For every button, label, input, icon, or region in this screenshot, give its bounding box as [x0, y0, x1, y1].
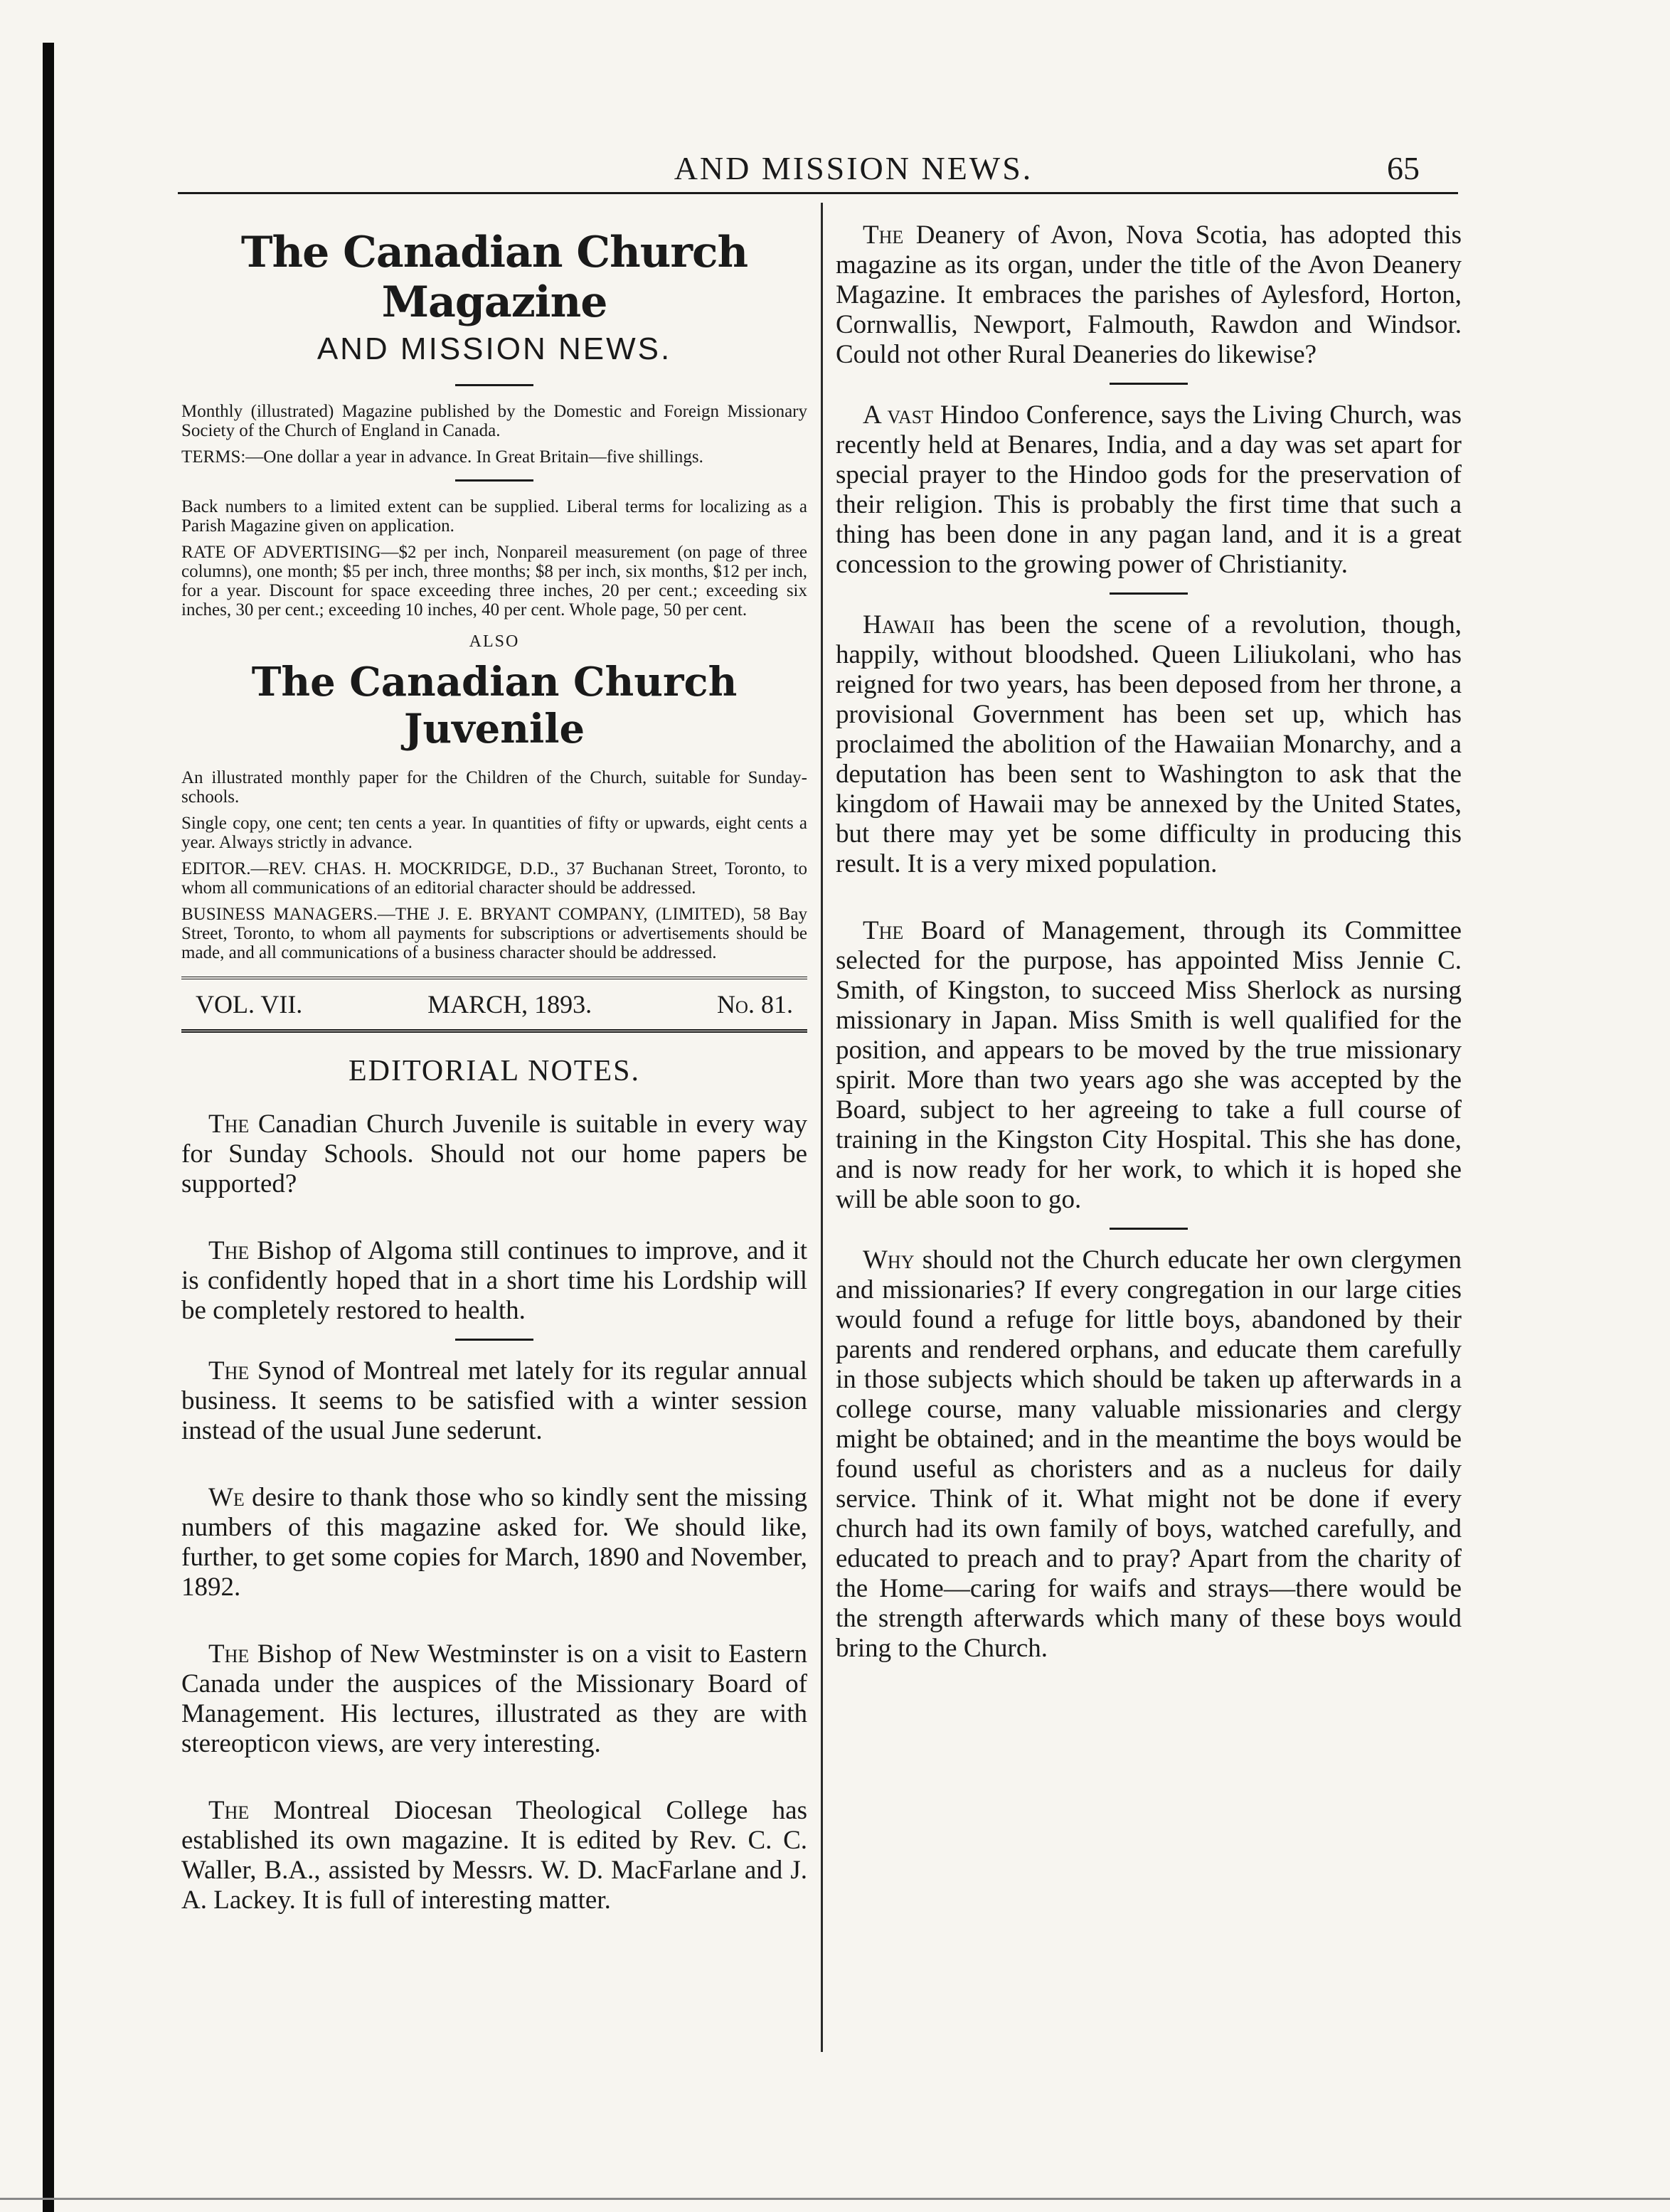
- advertising-rates: RATE OF ADVERTISING—$2 per inch, Nonpareil measurement (on page of three columns), one month; $5 per inch, three months; $8 per inch, six months, $12 per inch, for a year. Discount for space exceeding three inches, 20 per cent.; exceeding six inches, 30 per cent.; exceeding 10 inches, 40 per cent. Whole page, 50 per cent.: [181, 543, 807, 620]
- editorial-note: The Canadian Church Juvenile is suitable in every way for Sunday Schools. Should not our home papers be supported?: [181, 1110, 807, 1198]
- also-label: ALSO: [469, 632, 520, 651]
- editorial-note: The Bishop of New Westminster is on a visit to Eastern Canada under the auspices of the Missionary Board of Management. His lectures, illustrated as they are with stereopticon views, are very interesting.: [181, 1639, 807, 1758]
- masthead-terms: TERMS:—One dollar a year in advance. In Great Britain—five shillings.: [181, 447, 703, 467]
- issue-line: [181, 977, 807, 1033]
- editorial-note: Hawaii has been the scene of a revolution, though, happily, without bloodshed. Queen Liliukolani, who has reigned for two years, has been deposed from her throne, a provisional Government has been set up, which has proclaimed the abolition of the Hawaiian Monarchy, and a deputation has been sent to Washington to ask that the kingdom of Hawaii may be annexed by the United States, but there may yet be some difficulty in producing this result. It is a very mixed population.: [836, 610, 1462, 878]
- divider-rule: [455, 479, 533, 482]
- issue-number: No. 81.: [716, 990, 793, 1019]
- juvenile-prices: Single copy, one cent; ten cents a year. In quantities of fifty or upwards, eight cents a year. Always strictly in advance.: [181, 814, 807, 852]
- page-bottom-edge: [0, 2198, 1670, 2200]
- masthead-subtitle: AND MISSION NEWS.: [317, 331, 672, 366]
- back-numbers-note: Back numbers to a limited extent can be supplied. Liberal terms for localizing as a Parish Magazine given on application.: [181, 497, 807, 536]
- editorial-note: The Bishop of Algoma still continues to improve, and it is confidently hoped that in a short time his Lordship will be completely restored to health.: [181, 1236, 807, 1325]
- editorial-heading: EDITORIAL NOTES.: [349, 1055, 640, 1088]
- editorial-note: Why should not the Church educate her own clergymen and missionaries? If every congregation in our large cities would found a refuge for little boys, abandoned by their parents and rendered orphans, and educate them carefully in those subjects which should be taken up afterwards in a college course, many valuable missionaries and clergy might be obtained; and in the meantime the boys would be found useful as choristers and as a nucleus for daily service. Think of it. What might not be done if every church had its own family of boys, watched carefully, and educated to preach and to pray? Apart from the charity of the Home—caring for waifs and strays—there would be the strength afterwards which many of these boys would bring to the Church.: [836, 1245, 1462, 1663]
- left-column: [181, 220, 807, 1923]
- editorial-note: The Deanery of Avon, Nova Scotia, has adopted this magazine as its organ, under the title of the Avon Deanery Magazine. It embraces the parishes of Aylesford, Horton, Cornwallis, Newport, Falmouth, Rawdon and Windsor. Could not other Rural Deaneries do likewise?: [836, 220, 1462, 369]
- divider-rule: [1110, 592, 1188, 595]
- page-number: 65: [1387, 150, 1420, 186]
- editorial-note: The Montreal Diocesan Theological College has established its own magazine. It is edited by Rev. C. C. Waller, B.A., assisted by Messrs. W. D. MacFarlane and J. A. Lackey. It is full of interesting matter.: [181, 1796, 807, 1915]
- editorial-note: The Synod of Montreal met lately for its regular annual business. It seems to be satisfied with a winter session instead of the usual June sederunt.: [181, 1356, 807, 1445]
- editorial-note: We desire to thank those who so kindly sent the missing numbers of this magazine asked for. We should like, further, to get some copies for March, 1890 and November, 1892.: [181, 1483, 807, 1602]
- masthead-title: The Canadian Church Magazine: [240, 228, 748, 327]
- divider-rule: [1110, 383, 1188, 385]
- divider-rule: [455, 1339, 533, 1341]
- editorial-note: The Board of Management, through its Committee selected for the purpose, has appointed Miss Jennie C. Smith, of Kingston, to succeed Miss Sherlock as nursing missionary in Japan. Miss Smith is well qualified for the position, and appears to be moved by the true missionary spirit. More than two years ago she was accepted by the Board, subject to her agreeing to take a full course of training in the Kingston City Hospital. This she has done, and is now ready for her work, to which it is hoped she will be able soon to go.: [836, 916, 1462, 1214]
- masthead-description: Monthly (illustrated) Magazine published by the Domestic and Foreign Missionary Society of the Church of England in Canada.: [181, 402, 807, 440]
- running-head: AND MISSION NEWS.: [674, 150, 1033, 186]
- divider-rule: [455, 384, 533, 386]
- right-column: [836, 220, 1462, 1671]
- juvenile-title: The Canadian Church Juvenile: [251, 659, 738, 753]
- business-managers-note: BUSINESS MANAGERS.—THE J. E. BRYANT COMPANY, (LIMITED), 58 Bay Street, Toronto, to whom all payments for subscriptions or advertisements should be made, and all communications of a business character should be addressed.: [181, 905, 807, 962]
- editorial-note: A vast Hindoo Conference, says the Living Church, was recently held at Benares, India, and a day was set apart for special prayer to the Hindoo gods for the preservation of their religion. This is probably the first time that such a thing has been done in any pagan land, and it is a great concession to the growing power of Christianity.: [836, 400, 1462, 579]
- header-rule: [178, 192, 1458, 194]
- issue-volume: VOL. VII.: [196, 990, 303, 1019]
- column-divider: [821, 203, 823, 2052]
- juvenile-description: An illustrated monthly paper for the Children of the Church, suitable for Sunday-schools.: [181, 768, 807, 807]
- binding-edge: [43, 43, 54, 2212]
- divider-rule: [1110, 1228, 1188, 1230]
- issue-date: MARCH, 1893.: [427, 990, 592, 1019]
- editor-note: EDITOR.—REV. CHAS. H. MOCKRIDGE, D.D., 37 Buchanan Street, Toronto, to whom all communications of an editorial character should be addressed.: [181, 859, 807, 898]
